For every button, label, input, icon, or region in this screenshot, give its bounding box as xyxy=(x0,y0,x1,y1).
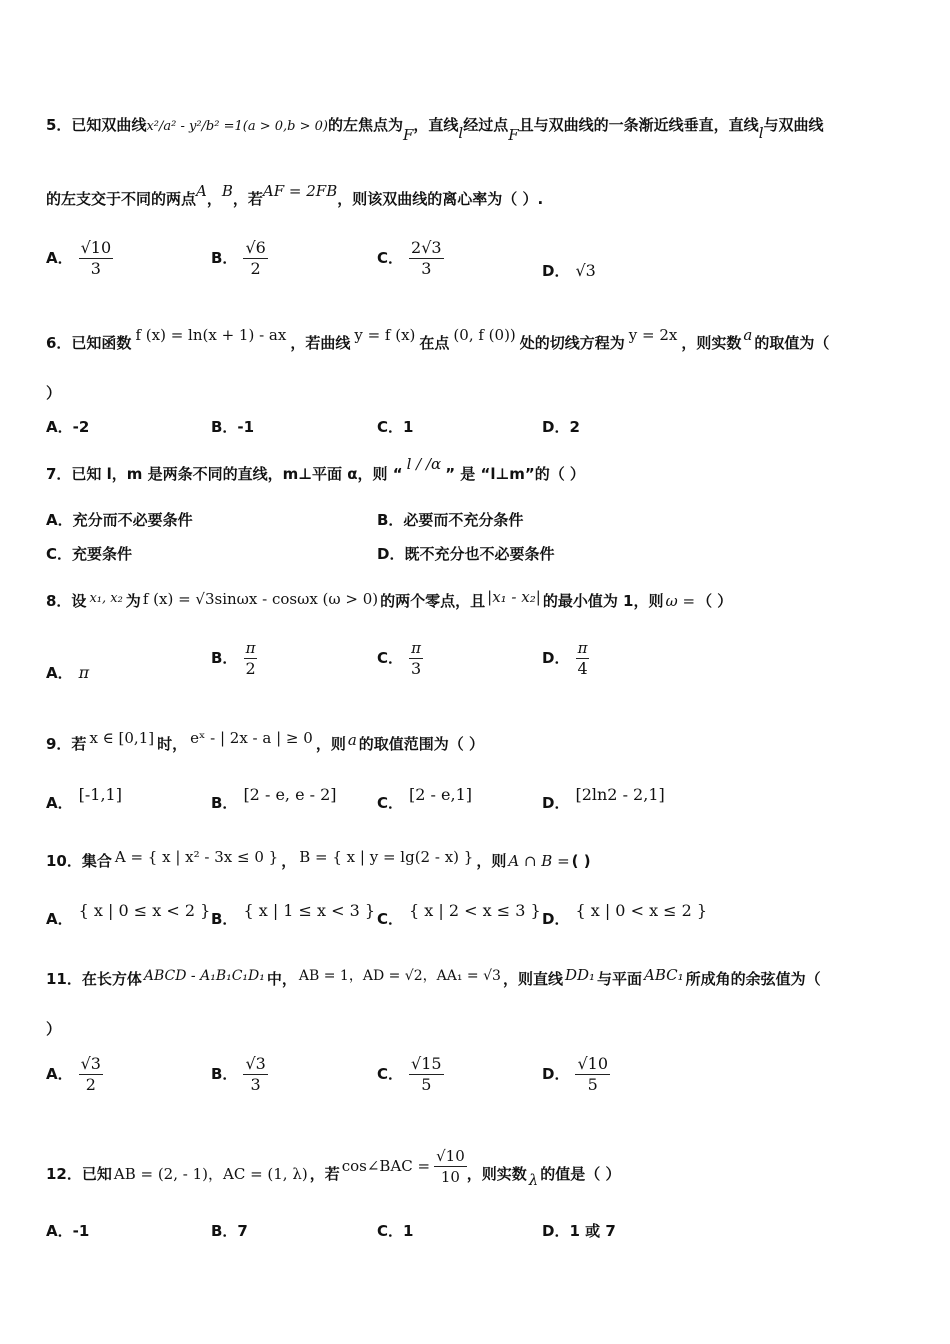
q10-option-b[interactable] xyxy=(211,900,376,928)
q5-math: F xyxy=(508,126,519,144)
q12-option-c[interactable]: C．1 xyxy=(377,1222,414,1240)
option-label: B． xyxy=(211,249,238,267)
denominator: 10 xyxy=(440,1168,460,1186)
numerator: √6 xyxy=(245,238,266,257)
q6-option-b[interactable]: B．-1 xyxy=(211,418,255,436)
q5-line2 xyxy=(46,182,544,209)
q12-line1 xyxy=(46,1146,621,1187)
q11-text: ，则直线 xyxy=(502,970,563,988)
q11-math: AB = 1，AD = √2，AA₁ = √3 xyxy=(298,968,501,984)
denominator: 4 xyxy=(577,659,588,678)
q9-line1 xyxy=(46,729,485,754)
q5-text: 的左支交于不同的两点 xyxy=(46,190,197,208)
q5-hyperbola-formula: x²/a² - y²/b² =1(a > 0,b > 0) xyxy=(146,119,328,134)
q10-option-c[interactable] xyxy=(377,900,541,928)
option-fraction xyxy=(409,1054,444,1095)
q7-math: l / /α xyxy=(406,455,442,473)
q6-option-c[interactable]: C．1 xyxy=(377,418,414,436)
denominator: 3 xyxy=(250,1075,261,1094)
q10-text: ， xyxy=(281,852,297,870)
option-label: A． xyxy=(46,794,73,812)
q11-text: 所成角的余弦值为（ xyxy=(685,970,821,988)
q5-math: l xyxy=(458,124,464,142)
q8-option-a[interactable] xyxy=(46,662,89,683)
q5-math: AF = 2FB xyxy=(262,182,338,200)
option-fraction xyxy=(575,1054,610,1095)
option-value: { x | 0 ≤ x < 2 } xyxy=(78,901,211,920)
q12-option-b[interactable]: B．7 xyxy=(211,1222,248,1240)
q5-text: 5．已知双曲线 xyxy=(46,116,147,134)
q10-text: ( ) xyxy=(571,852,591,870)
q12-text: 12．已知 xyxy=(46,1165,112,1183)
numerator: √10 xyxy=(436,1147,465,1165)
option-label: B． xyxy=(211,1065,238,1083)
q10-option-d[interactable] xyxy=(542,900,708,928)
option-label: A． xyxy=(46,664,73,682)
q12-text: ，则实数 xyxy=(466,1165,527,1183)
q9-text: 的取值范围为（ ） xyxy=(358,735,485,753)
q9-option-a[interactable] xyxy=(46,784,122,812)
q6-math: y = 2x xyxy=(628,326,678,344)
q12-option-a[interactable]: A．-1 xyxy=(46,1222,90,1240)
option-value: { x | 1 ≤ x < 3 } xyxy=(243,901,376,920)
q9-text: 时， xyxy=(157,735,188,753)
denominator: 3 xyxy=(90,259,101,278)
q10-text: ，则 xyxy=(476,852,507,870)
denominator: 2 xyxy=(85,1075,96,1094)
q11-math: ABC₁ xyxy=(644,966,684,984)
q6-text: 6．已知函数 xyxy=(46,334,132,352)
numerator: π xyxy=(577,639,588,657)
option-value: [2ln2 - 2,1] xyxy=(575,785,665,804)
q9-math: x ∈ [0,1] xyxy=(89,729,155,747)
q11-option-c[interactable] xyxy=(377,1054,444,1095)
q8-option-d[interactable] xyxy=(542,638,590,679)
option-fraction xyxy=(79,1054,103,1095)
q10-text: 10．集合 xyxy=(46,852,112,870)
q6-line1 xyxy=(46,326,830,353)
q5-option-d[interactable] xyxy=(542,260,596,281)
q12-math: λ xyxy=(528,1171,539,1189)
option-label: A． xyxy=(46,1065,73,1083)
q12-text: 的值是（ ） xyxy=(540,1165,621,1183)
option-value: π xyxy=(78,663,90,682)
option-label: D． xyxy=(542,262,570,280)
q9-option-d[interactable] xyxy=(542,784,665,812)
q5-text: 且与双曲线的一条渐近线垂直，直线 xyxy=(518,116,759,134)
option-label: A． xyxy=(46,910,73,928)
numerator: √15 xyxy=(411,1054,442,1073)
q5-option-b[interactable] xyxy=(211,238,268,279)
q11-line1 xyxy=(46,968,821,989)
q12-cos-fraction xyxy=(434,1146,467,1187)
q6-text: ，若曲线 xyxy=(290,334,351,352)
q8-text: （ ） xyxy=(697,592,733,610)
q12-math: AB = (2, - 1)，AC = (1, λ) xyxy=(113,1165,308,1183)
q8-text: 的最小值为 1，则 xyxy=(542,592,664,610)
q5-text: ，则该双曲线的离心率为（ ）. xyxy=(337,190,544,208)
q7-option-d[interactable]: D．既不充分也不必要条件 xyxy=(377,545,555,563)
q6-option-d[interactable]: D．2 xyxy=(542,418,580,436)
q7-text: ” 是 “l⊥m”的（ ） xyxy=(445,465,585,483)
q9-math: a xyxy=(347,731,357,749)
numerator: √3 xyxy=(245,1054,266,1073)
q11-text: 中， xyxy=(266,970,297,988)
option-label: B． xyxy=(211,910,238,928)
option-fraction xyxy=(243,1054,267,1095)
q6-text: ，则实数 xyxy=(681,334,742,352)
q7-line1 xyxy=(46,455,585,484)
option-label: A． xyxy=(46,249,73,267)
option-fraction xyxy=(243,238,267,279)
q9-option-b[interactable] xyxy=(211,784,337,812)
q5-text: 经过点 xyxy=(463,116,509,134)
q11-math: DD₁ xyxy=(564,966,596,984)
option-label: C． xyxy=(377,249,404,267)
numerator: √10 xyxy=(577,1054,609,1073)
option-label: D． xyxy=(542,794,570,812)
numerator: √3 xyxy=(80,1054,101,1073)
option-fraction xyxy=(243,638,257,679)
q5-text: ， xyxy=(206,190,222,208)
q11-option-a[interactable] xyxy=(46,1054,103,1095)
q12-text: ，若 xyxy=(309,1165,340,1183)
option-label: D． xyxy=(542,1065,570,1083)
q12-math: cos∠BAC = xyxy=(341,1157,431,1175)
numerator: π xyxy=(245,639,256,657)
q10-math: A ∩ B = xyxy=(508,852,570,870)
option-label: B． xyxy=(211,794,238,812)
q8-math: x₁, x₂ xyxy=(89,591,123,606)
q6-option-a[interactable]: A．-2 xyxy=(46,418,90,436)
q7-option-b[interactable]: B．必要而不充分条件 xyxy=(377,511,524,529)
q8-option-b[interactable] xyxy=(211,638,258,679)
q9-text: ，则 xyxy=(315,735,346,753)
q10-math: A = { x | x² - 3x ≤ 0 } xyxy=(114,848,279,866)
q7-option-a[interactable]: A．充分而不必要条件 xyxy=(46,511,193,529)
numerator: 2√3 xyxy=(411,238,442,257)
q8-text: 8．设 xyxy=(46,592,87,610)
option-value: √3 xyxy=(575,261,596,280)
q8-math: f (x) = √3sinωx - cosωx (ω > 0) xyxy=(142,590,379,608)
q6-text: 处的切线方程为 xyxy=(519,334,625,352)
option-label: C． xyxy=(377,910,404,928)
q5-math: l xyxy=(758,124,764,142)
numerator: √10 xyxy=(80,238,112,257)
option-value: [2 - e, e - 2] xyxy=(243,785,337,804)
q10-math: B = { x | y = lg(2 - x) } xyxy=(299,848,474,866)
q5-text: ，若 xyxy=(232,190,263,208)
q12-option-d[interactable]: D．1 或 7 xyxy=(542,1222,616,1240)
q8-text: 为 xyxy=(125,592,141,610)
q8-text: 的两个零点，且 xyxy=(380,592,486,610)
denominator: 3 xyxy=(411,659,422,678)
option-value: [-1,1] xyxy=(78,785,122,804)
q11-line2 xyxy=(46,1018,61,1039)
q5-option-c[interactable] xyxy=(377,238,444,279)
q8-line1 xyxy=(46,590,732,611)
option-value: { x | 2 < x ≤ 3 } xyxy=(409,901,541,920)
q5-math: A xyxy=(196,182,207,200)
option-fraction xyxy=(575,638,589,679)
option-label: B． xyxy=(211,649,238,667)
option-value: { x | 0 < x ≤ 2 } xyxy=(575,901,708,920)
q5-text: 与双曲线 xyxy=(763,116,824,134)
q11-text: ） xyxy=(46,1020,62,1038)
option-fraction xyxy=(409,638,423,679)
option-label: C． xyxy=(377,1065,404,1083)
q9-text: 9．若 xyxy=(46,735,87,753)
q5-text: ，直线 xyxy=(413,116,459,134)
option-fraction xyxy=(409,238,444,279)
q10-option-a[interactable] xyxy=(46,900,211,928)
q6-math: f (x) = ln(x + 1) - ax xyxy=(135,326,287,344)
denominator: 5 xyxy=(421,1075,432,1094)
denominator: 2 xyxy=(245,659,256,678)
q8-math: |x₁ - x₂| xyxy=(487,588,541,606)
q5-math: F xyxy=(402,126,414,144)
q9-math: eˣ - | 2x - a | ≥ 0 xyxy=(190,729,313,747)
q5-option-a[interactable] xyxy=(46,238,113,279)
q10-line1 xyxy=(46,850,591,871)
q5-math: B xyxy=(221,182,233,200)
q11-math: ABCD - A₁B₁C₁D₁ xyxy=(143,968,265,984)
q7-text: 7．已知 l，m 是两条不同的直线，m⊥平面 α，则 “ xyxy=(46,465,403,483)
q6-line2 xyxy=(46,382,61,403)
q11-text: 与平面 xyxy=(597,970,643,988)
option-label: C． xyxy=(377,649,404,667)
q5-line1 xyxy=(46,114,824,144)
q6-text: ） xyxy=(46,384,62,402)
option-label: D． xyxy=(542,649,570,667)
q5-text: 的左焦点为 xyxy=(327,116,403,134)
q11-option-b[interactable] xyxy=(211,1054,268,1095)
q6-math: (0, f (0)) xyxy=(453,326,516,344)
q11-option-d[interactable] xyxy=(542,1054,610,1095)
q6-math: y = f (x) xyxy=(354,326,416,344)
q8-option-c[interactable] xyxy=(377,638,423,679)
q7-option-c[interactable]: C．充要条件 xyxy=(46,545,133,563)
q9-option-c[interactable] xyxy=(377,784,472,812)
numerator: π xyxy=(411,639,422,657)
q6-math: a xyxy=(743,326,753,344)
option-value: [2 - e,1] xyxy=(409,785,472,804)
q8-math: ω = xyxy=(665,592,696,610)
denominator: 5 xyxy=(587,1075,598,1094)
denominator: 2 xyxy=(250,259,261,278)
q6-text: 在点 xyxy=(419,334,450,352)
option-label: C． xyxy=(377,794,404,812)
option-label: D． xyxy=(542,910,570,928)
q11-text: 11．在长方体 xyxy=(46,970,142,988)
denominator: 3 xyxy=(421,259,432,278)
option-fraction xyxy=(79,238,114,279)
q6-text: 的取值为（ xyxy=(754,334,830,352)
